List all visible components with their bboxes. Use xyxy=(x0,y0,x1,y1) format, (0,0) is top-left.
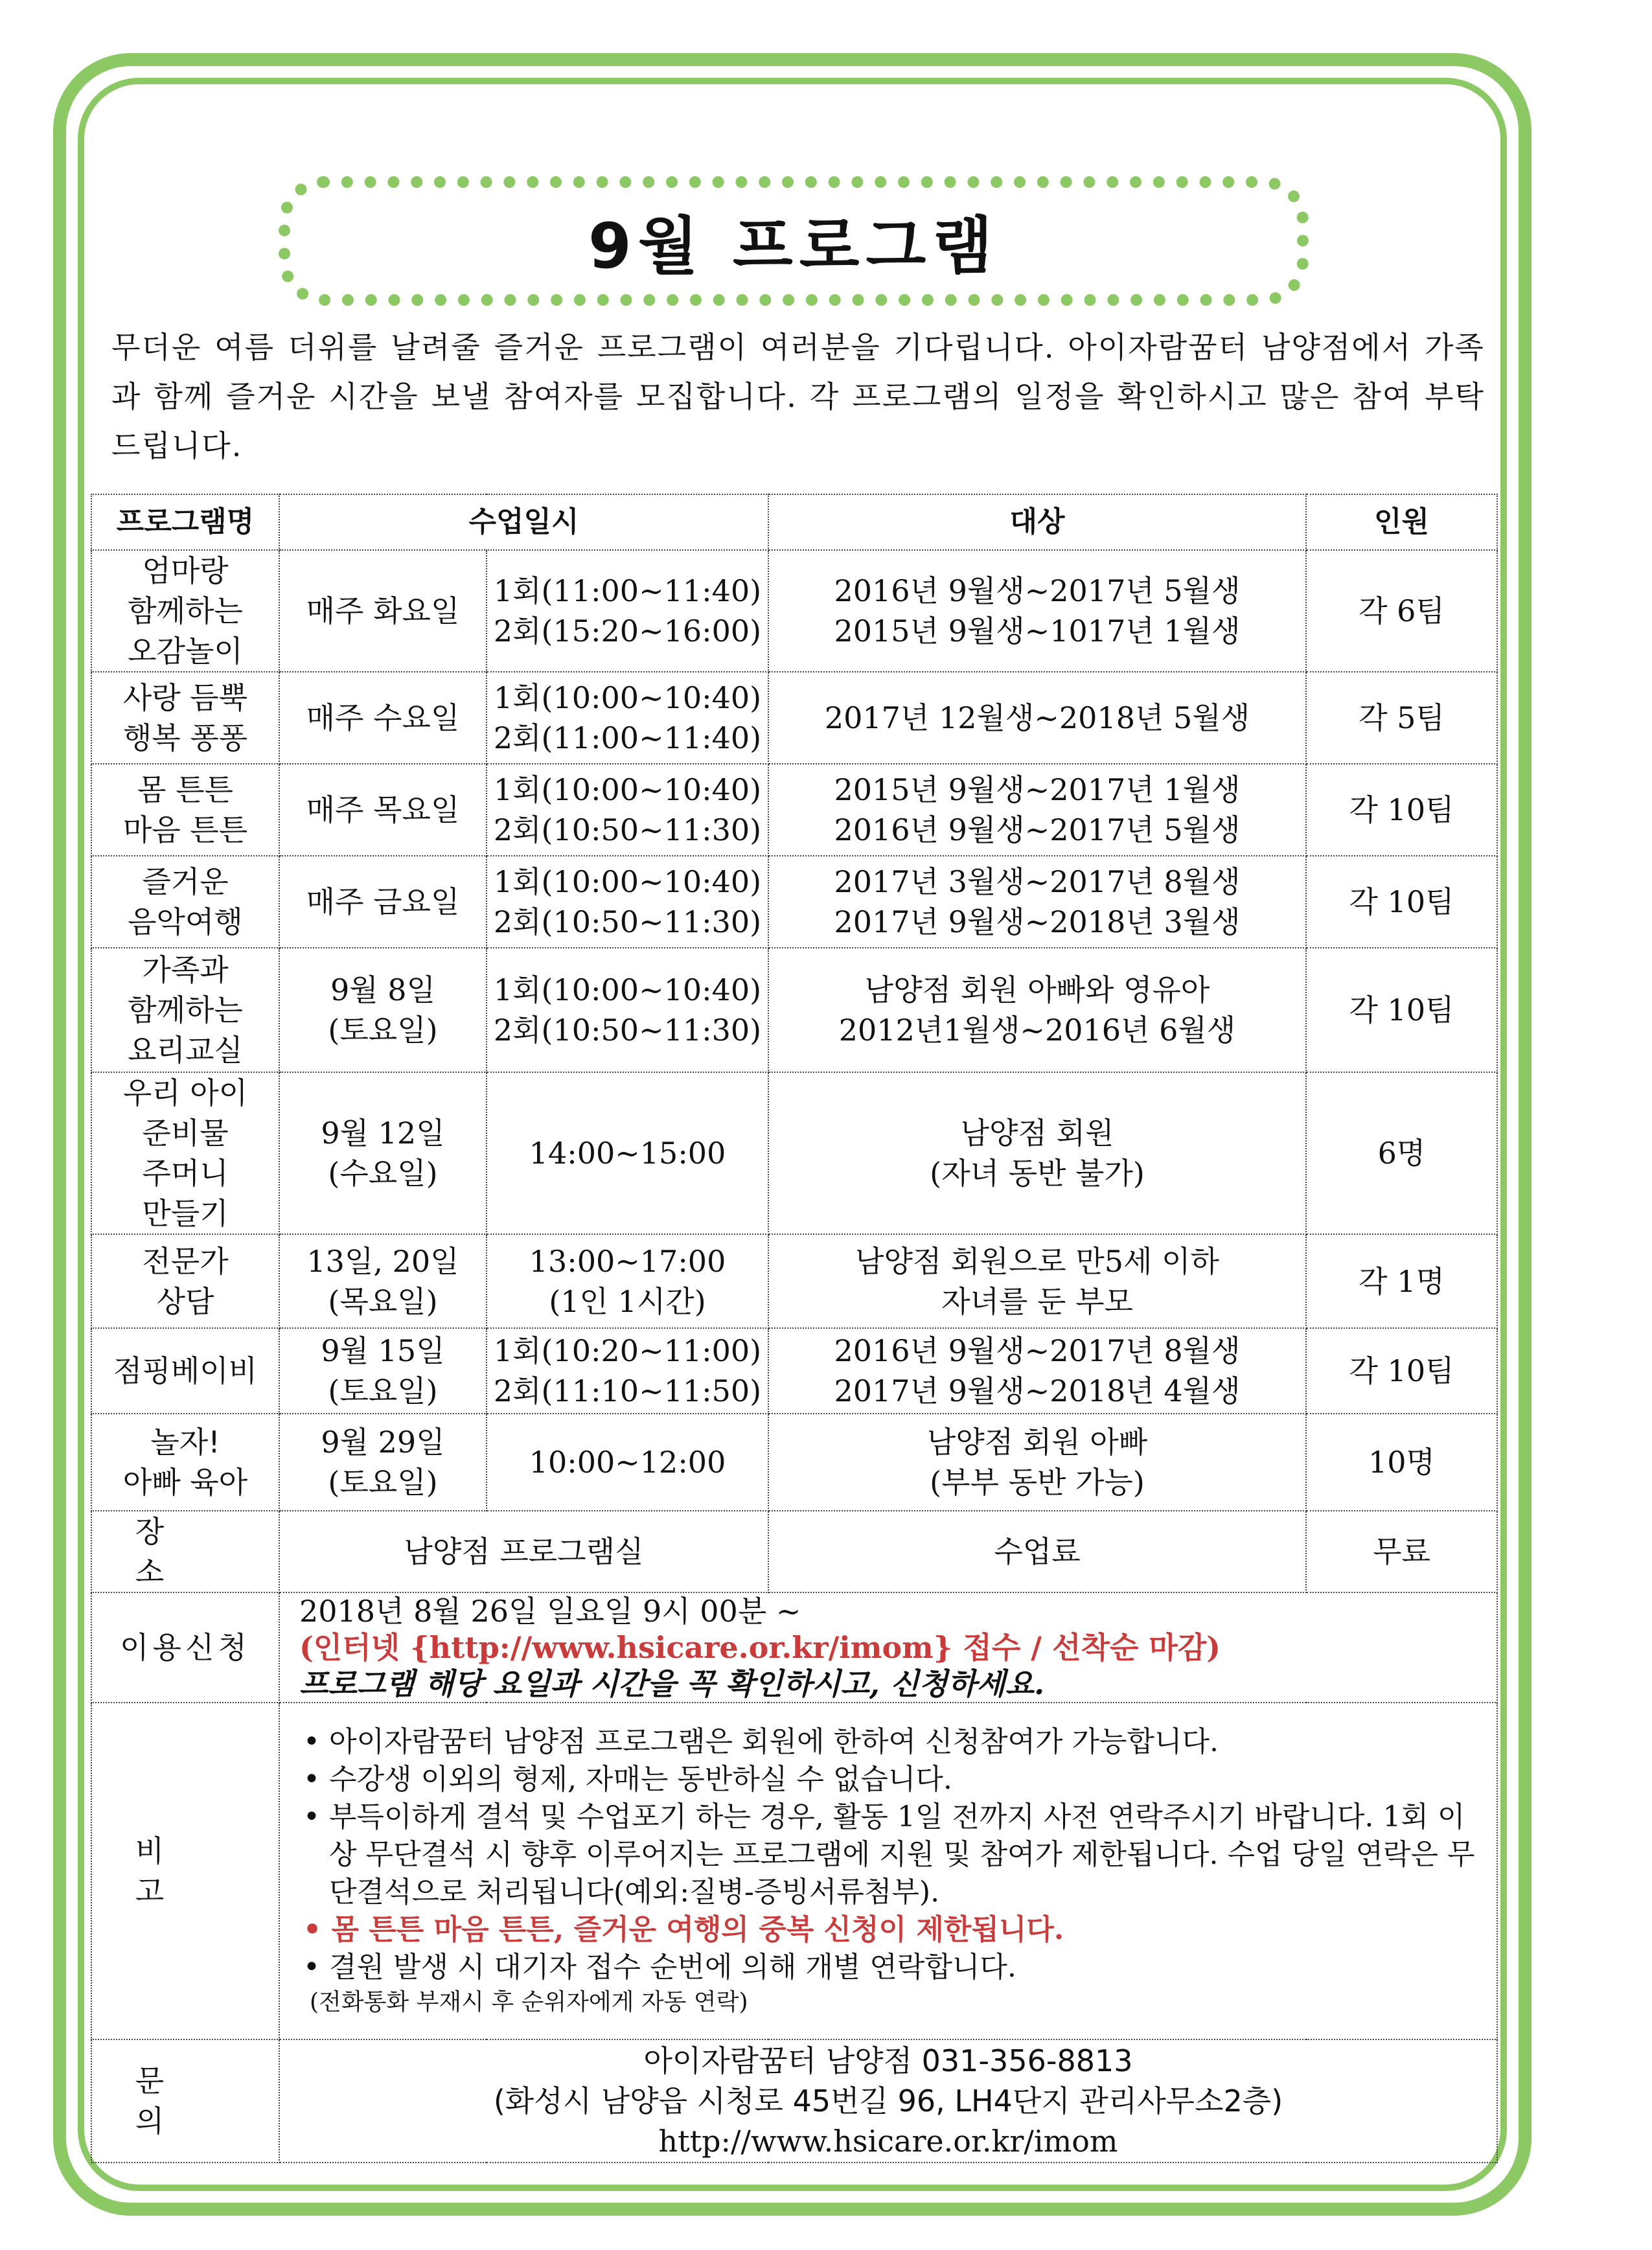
program-day-line: (토요일) xyxy=(328,1465,438,1500)
program-name-line: 요리교실 xyxy=(128,1033,243,1068)
program-row xyxy=(91,1328,1497,1414)
location-label-text: 장소 xyxy=(135,1514,236,1589)
program-time xyxy=(487,948,768,1072)
program-target-line: 자녀를 둔 부모 xyxy=(941,1283,1133,1319)
notes-label-text: 비고 xyxy=(135,1833,236,1909)
program-target-line: 2017년 3월생~2017년 8월생 xyxy=(834,864,1241,899)
program-row xyxy=(91,1414,1497,1511)
program-target xyxy=(768,948,1306,1072)
program-name-line: 엄마랑 xyxy=(142,553,229,588)
program-name xyxy=(91,1234,279,1328)
program-name-line: 전문가 xyxy=(142,1243,229,1279)
program-time-line: 2회(15:20~16:00) xyxy=(493,614,762,649)
program-name-line: 함께하는 xyxy=(128,993,243,1027)
contact-address: (화성시 남양읍 시청로 45번길 96, LH4단지 관리사무소2층) xyxy=(493,2084,1283,2118)
program-target-line: 남양점 회원 아빠와 영유아 xyxy=(864,972,1210,1007)
program-time-line: (1인 1시간) xyxy=(549,1283,706,1319)
program-day-line: 9월 15일 xyxy=(321,1333,445,1368)
program-day xyxy=(279,1414,487,1511)
program-day-line: 매주 화요일 xyxy=(306,593,460,628)
intro-paragraph: 무더운 여름 더위를 날려줄 즐거운 프로그램이 여러분을 기다립니다. 아이자람꿈터 남양점에서 가족과 함께 즐거운 시간을 보낼 참여자를 모집합니다. 각 프로그램의 일정을 확인하시고 많은 참여 부탁드립니다. xyxy=(111,330,1485,463)
program-time xyxy=(487,1414,768,1511)
program-name xyxy=(91,764,279,856)
contact-details xyxy=(279,2039,1497,2163)
program-day-line: (토요일) xyxy=(328,1373,438,1408)
program-time xyxy=(487,672,768,764)
contact-label xyxy=(91,2039,279,2163)
program-time-line: 2회(11:00~11:40) xyxy=(493,720,762,755)
program-target xyxy=(768,672,1306,764)
notes-small-print: (전화통화 부재시 후 순위자에게 자동 연락) xyxy=(310,1989,748,2015)
program-time-line: 1회(10:00~10:40) xyxy=(493,772,762,807)
program-name-line: 상담 xyxy=(156,1283,214,1319)
program-day-line: 9월 29일 xyxy=(321,1425,445,1460)
program-count: 각 5팀 xyxy=(1306,672,1497,764)
program-count: 각 10팀 xyxy=(1306,1328,1497,1414)
program-name xyxy=(91,1414,279,1511)
fee-label: 수업료 xyxy=(768,1511,1306,1592)
program-day-line: 9월 12일 xyxy=(321,1116,445,1151)
program-name-line: 몸 튼튼 xyxy=(137,772,233,807)
note-item: • 결원 발생 시 대기자 접수 순번에 의해 개별 연락합니다. xyxy=(303,1951,1016,1984)
program-target xyxy=(768,550,1306,672)
note-item: • 수강생 이외의 형제, 자매는 동반하실 수 없습니다. xyxy=(303,1763,952,1796)
program-target xyxy=(768,764,1306,856)
table-header-row xyxy=(91,494,1497,550)
notes-content xyxy=(279,1703,1497,2039)
program-name-line: 가족과 xyxy=(142,952,229,987)
program-name xyxy=(91,1072,279,1234)
program-target xyxy=(768,856,1306,948)
contact-row xyxy=(91,2039,1497,2163)
program-day-line: 9월 8일 xyxy=(330,972,436,1007)
program-count: 각 10팀 xyxy=(1306,856,1497,948)
program-row xyxy=(91,764,1497,856)
program-row xyxy=(91,948,1497,1072)
program-time-line: 1회(10:00~10:40) xyxy=(493,864,762,899)
location-label xyxy=(91,1511,279,1592)
program-day-line: 매주 목요일 xyxy=(306,792,460,827)
header-schedule: 수업일시 xyxy=(279,494,768,550)
contact-url[interactable]: http://www.hsicare.or.kr/imom xyxy=(658,2124,1118,2159)
program-time-line: 13:00~17:00 xyxy=(529,1243,726,1279)
program-time xyxy=(487,550,768,672)
note-item-warning: • 몸 튼튼 마음 튼튼, 즐거운 여행의 중복 신청이 제한됩니다. xyxy=(303,1913,1064,1946)
location-row xyxy=(91,1511,1497,1592)
program-target-line: 2016년 9월생~2017년 5월생 xyxy=(834,812,1241,847)
program-row xyxy=(91,550,1497,672)
program-name-line: 오감놀이 xyxy=(128,634,243,669)
program-name-line: 점핑베이비 xyxy=(113,1353,258,1388)
program-name xyxy=(91,856,279,948)
program-time-line: 1회(11:00~11:40) xyxy=(493,573,762,608)
program-target-line: (부부 동반 가능) xyxy=(930,1465,1145,1500)
program-time xyxy=(487,1328,768,1414)
program-day-line: 매주 수요일 xyxy=(306,700,460,735)
notes-label xyxy=(91,1703,279,2039)
program-time-line: 1회(10:00~10:40) xyxy=(493,972,762,1007)
note-item: • 아이자람꿈터 남양점 프로그램은 회원에 한하여 신청참여가 가능합니다. xyxy=(303,1725,1219,1758)
apply-label: 이용신청 xyxy=(91,1592,279,1703)
program-name-line: 마음 튼튼 xyxy=(122,812,248,847)
program-day xyxy=(279,1234,487,1328)
program-name xyxy=(91,550,279,672)
program-day-line: (수요일) xyxy=(328,1156,438,1191)
apply-details xyxy=(279,1592,1497,1703)
program-row xyxy=(91,1072,1497,1234)
program-day xyxy=(279,1328,487,1414)
program-name-line: 준비물 xyxy=(142,1116,229,1151)
program-target-line: 2017년 9월생~2018년 4월생 xyxy=(834,1373,1241,1408)
location-value: 남양점 프로그램실 xyxy=(279,1511,768,1592)
program-count: 각 6팀 xyxy=(1306,550,1497,672)
program-target-line: 2017년 12월생~2018년 5월생 xyxy=(824,700,1250,735)
program-day xyxy=(279,1072,487,1234)
program-name-line: 주머니 xyxy=(142,1156,229,1191)
program-name-line: 놀자! xyxy=(150,1425,220,1460)
contact-label-text: 문의 xyxy=(135,2063,236,2139)
header-count: 인원 xyxy=(1306,494,1497,550)
program-time xyxy=(487,764,768,856)
apply-method: (인터넷 {http://www.hsicare.or.kr/imom} 접수 / 선착순 마감) xyxy=(299,1630,1221,1665)
program-time-line: 2회(11:10~11:50) xyxy=(493,1373,762,1408)
program-target-line: 남양점 회원 아빠 xyxy=(926,1425,1148,1460)
program-target-line: 2015년 9월생~2017년 1월생 xyxy=(834,772,1241,807)
program-time-line: 10:00~12:00 xyxy=(529,1445,726,1480)
program-rows xyxy=(91,550,1497,1511)
program-count: 6명 xyxy=(1306,1072,1497,1234)
program-day-line: (목요일) xyxy=(328,1283,438,1319)
fee-value: 무료 xyxy=(1306,1511,1497,1592)
program-target-line: 2012년1월생~2016년 6월생 xyxy=(838,1013,1236,1048)
title-banner xyxy=(279,176,1309,306)
program-target-line: 2016년 9월생~2017년 5월생 xyxy=(834,573,1241,608)
header-target: 대상 xyxy=(768,494,1306,550)
program-day xyxy=(279,550,487,672)
program-day xyxy=(279,672,487,764)
notes-list xyxy=(284,1723,1493,1986)
program-time-line: 2회(10:50~11:30) xyxy=(493,904,762,939)
program-name-line: 우리 아이 xyxy=(122,1075,248,1110)
program-count: 각 10팀 xyxy=(1306,948,1497,1072)
program-day xyxy=(279,764,487,856)
program-target-line: 2016년 9월생~2017년 8월생 xyxy=(834,1333,1241,1368)
apply-reminder: 프로그램 해당 요일과 시간을 꼭 확인하시고, 신청하세요. xyxy=(299,1666,1045,1701)
program-target xyxy=(768,1414,1306,1511)
program-row xyxy=(91,672,1497,764)
note-item: • 부득이하게 결석 및 수업포기 하는 경우, 활동 1일 전까지 사전 연락주시기 바랍니다. 1회 이상 무단결석 시 향후 이루어지는 프로그램에 지원 및 참여가 제한됩니다. 수업 당일 연락은 무단결석으로 처리됩니다(예외:질병-증빙서류첨부). xyxy=(303,1800,1475,1909)
apply-row xyxy=(91,1592,1497,1703)
program-time-line: 2회(10:50~11:30) xyxy=(493,812,762,847)
program-target-line: 남양점 회원 xyxy=(960,1116,1114,1151)
program-target-line: 2015년 9월생~1017년 1월생 xyxy=(834,614,1241,649)
program-day-line: 매주 금요일 xyxy=(306,884,460,919)
program-name-line: 행복 퐁퐁 xyxy=(122,720,248,755)
program-target-line: (자녀 동반 불가) xyxy=(930,1156,1145,1191)
program-time xyxy=(487,856,768,948)
program-target xyxy=(768,1072,1306,1234)
program-time xyxy=(487,1234,768,1328)
program-name xyxy=(91,672,279,764)
program-target xyxy=(768,1328,1306,1414)
program-name-line: 함께하는 xyxy=(128,593,243,628)
program-row xyxy=(91,856,1497,948)
program-name-line: 아빠 육아 xyxy=(122,1465,248,1500)
program-table xyxy=(91,494,1498,2163)
program-time-line: 1회(10:20~11:00) xyxy=(493,1333,762,1368)
program-target-line: 남양점 회원으로 만5세 이하 xyxy=(855,1243,1219,1279)
program-name-line: 음악여행 xyxy=(128,904,243,939)
program-name-line: 사랑 듬뿍 xyxy=(122,680,248,715)
program-time-line: 1회(10:00~10:40) xyxy=(493,680,762,715)
program-day xyxy=(279,856,487,948)
program-time-line: 14:00~15:00 xyxy=(529,1136,726,1171)
contact-phone: 아이자람꿈터 남양점 031-356-8813 xyxy=(643,2043,1133,2078)
notes-row xyxy=(91,1703,1497,2039)
program-count: 10명 xyxy=(1306,1414,1497,1511)
program-time-line: 2회(10:50~11:30) xyxy=(493,1013,762,1048)
program-name xyxy=(91,948,279,1072)
program-target-line: 2017년 9월생~2018년 3월생 xyxy=(834,904,1241,939)
program-count: 각 1명 xyxy=(1306,1234,1497,1328)
program-day-line: (토요일) xyxy=(328,1013,438,1048)
program-name xyxy=(91,1328,279,1414)
page-title: 9월 프로그램 xyxy=(588,209,999,282)
program-row xyxy=(91,1234,1497,1328)
program-name-line: 즐거운 xyxy=(142,864,229,899)
header-program: 프로그램명 xyxy=(91,494,279,550)
program-day xyxy=(279,948,487,1072)
program-name-line: 만들기 xyxy=(142,1196,229,1231)
program-day-line: 13일, 20일 xyxy=(306,1243,459,1279)
program-target xyxy=(768,1234,1306,1328)
apply-date: 2018년 8월 26일 일요일 9시 00분 ~ xyxy=(299,1594,801,1629)
program-count: 각 10팀 xyxy=(1306,764,1497,856)
program-time xyxy=(487,1072,768,1234)
